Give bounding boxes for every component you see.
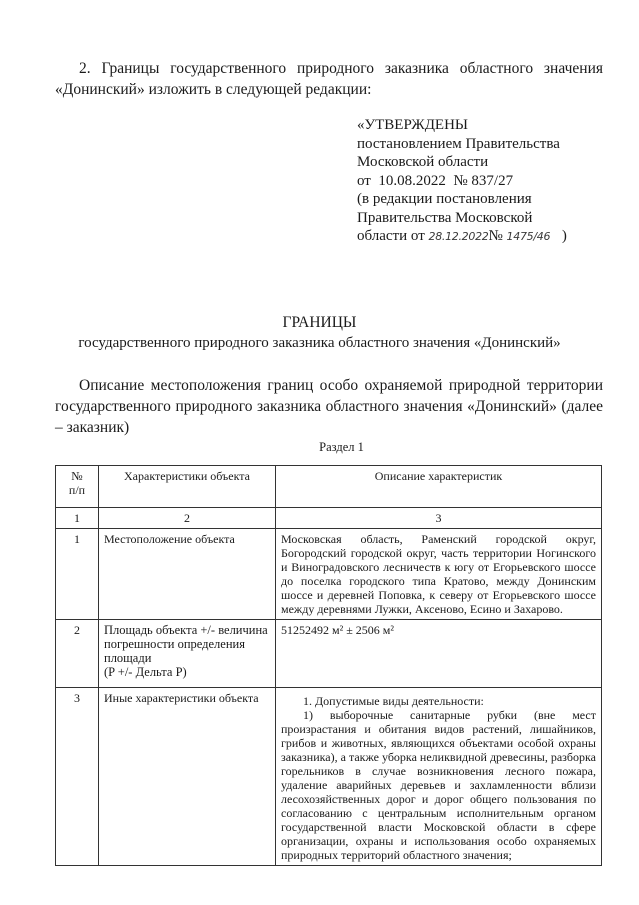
permitted-activities-heading: 1. Допустимые виды деятельности: bbox=[303, 694, 484, 708]
row-description: 51252492 м² ± 2506 м² bbox=[276, 620, 602, 688]
colnum-1: 1 bbox=[56, 508, 99, 529]
approved-line-3: Московской области bbox=[357, 154, 489, 170]
row-characteristic: Площадь объекта +/- величина погрешности определения площади (P +/- Дельта P) bbox=[99, 620, 276, 688]
approved-line-7-prefix: области от bbox=[357, 228, 425, 244]
handwritten-date: 28.12.2022 bbox=[428, 230, 489, 243]
approved-line-2: постановлением Правительства bbox=[357, 135, 560, 152]
header-num: № п/п bbox=[56, 466, 99, 508]
row-description bbox=[276, 688, 602, 866]
table-row bbox=[56, 688, 602, 866]
number-sign: № bbox=[488, 228, 503, 244]
permitted-activity-item: 1) выборочные санитарные рубки (вне мест произрастания и обитания видов растений, лишайников, грибов и животных, являющихся объектами особой охраны заказника), а также уборка неликвидной древесины, разборка горельников в случае возникновения лесного пожара, удаление аварийных деревьев и захламленности вблизи лесохозяйственных дорог и дорог общего пользования по согласованию с центральным исполнительным органом государственной власти Московской области в сфере организации, охраны и использования особо охраняемых природных территорий областного значения; bbox=[281, 708, 596, 862]
page-title: ГРАНИЦЫ bbox=[282, 314, 357, 331]
table-header-row bbox=[56, 466, 602, 508]
approved-line-5: (в редакции постановления bbox=[357, 191, 532, 207]
header-characteristic: Характеристики объекта bbox=[99, 466, 276, 508]
header-description: Описание характеристик bbox=[276, 466, 602, 508]
table-row bbox=[56, 529, 602, 620]
row-num: 1 bbox=[56, 529, 99, 620]
description-paragraph: Описание местоположения границ особо охраняемой природной территории государственного природного заказника областного значения «Донинский» (далее – заказник) bbox=[55, 377, 603, 436]
page-subtitle: государственного природного заказника областного значения «Донинский» bbox=[78, 335, 561, 351]
approved-line-6: Правительства Московской bbox=[357, 209, 533, 226]
row-num: 3 bbox=[56, 688, 99, 866]
closing-paren: ) bbox=[561, 228, 567, 244]
characteristics-table bbox=[55, 465, 602, 866]
row-description: Московская область, Раменский городской округ, Богородский городской округ, часть территории Ногинского и Виноградовского лесничеств к югу от Егорьевского шоссе до поселка городского типа Кратово, между Донинским шоссе и деревней Поповка, к северу от Егорьевского шоссе между деревнями Лужки, Аксеново, Есино и Захарово. bbox=[276, 529, 602, 620]
handwritten-number: 1475/46 bbox=[506, 230, 551, 243]
row-num: 2 bbox=[56, 620, 99, 688]
section-label: Раздел 1 bbox=[319, 440, 364, 454]
table-row bbox=[56, 620, 602, 688]
table-colnum-row bbox=[56, 508, 602, 529]
colnum-2: 2 bbox=[99, 508, 276, 529]
approval-stamp bbox=[357, 116, 597, 247]
intro-paragraph: 2. Границы государственного природного заказника областного значения «Донинский» изложить в следующей редакции: bbox=[55, 60, 603, 98]
approved-line-7 bbox=[357, 227, 597, 247]
row-characteristic: Местоположение объекта bbox=[99, 529, 276, 620]
row-characteristic: Иные характеристики объекта bbox=[99, 688, 276, 866]
approved-line-1: «УТВЕРЖДЕНЫ bbox=[357, 117, 469, 133]
approved-line-4: от 10.08.2022 № 837/27 bbox=[357, 172, 514, 189]
colnum-3: 3 bbox=[276, 508, 602, 529]
